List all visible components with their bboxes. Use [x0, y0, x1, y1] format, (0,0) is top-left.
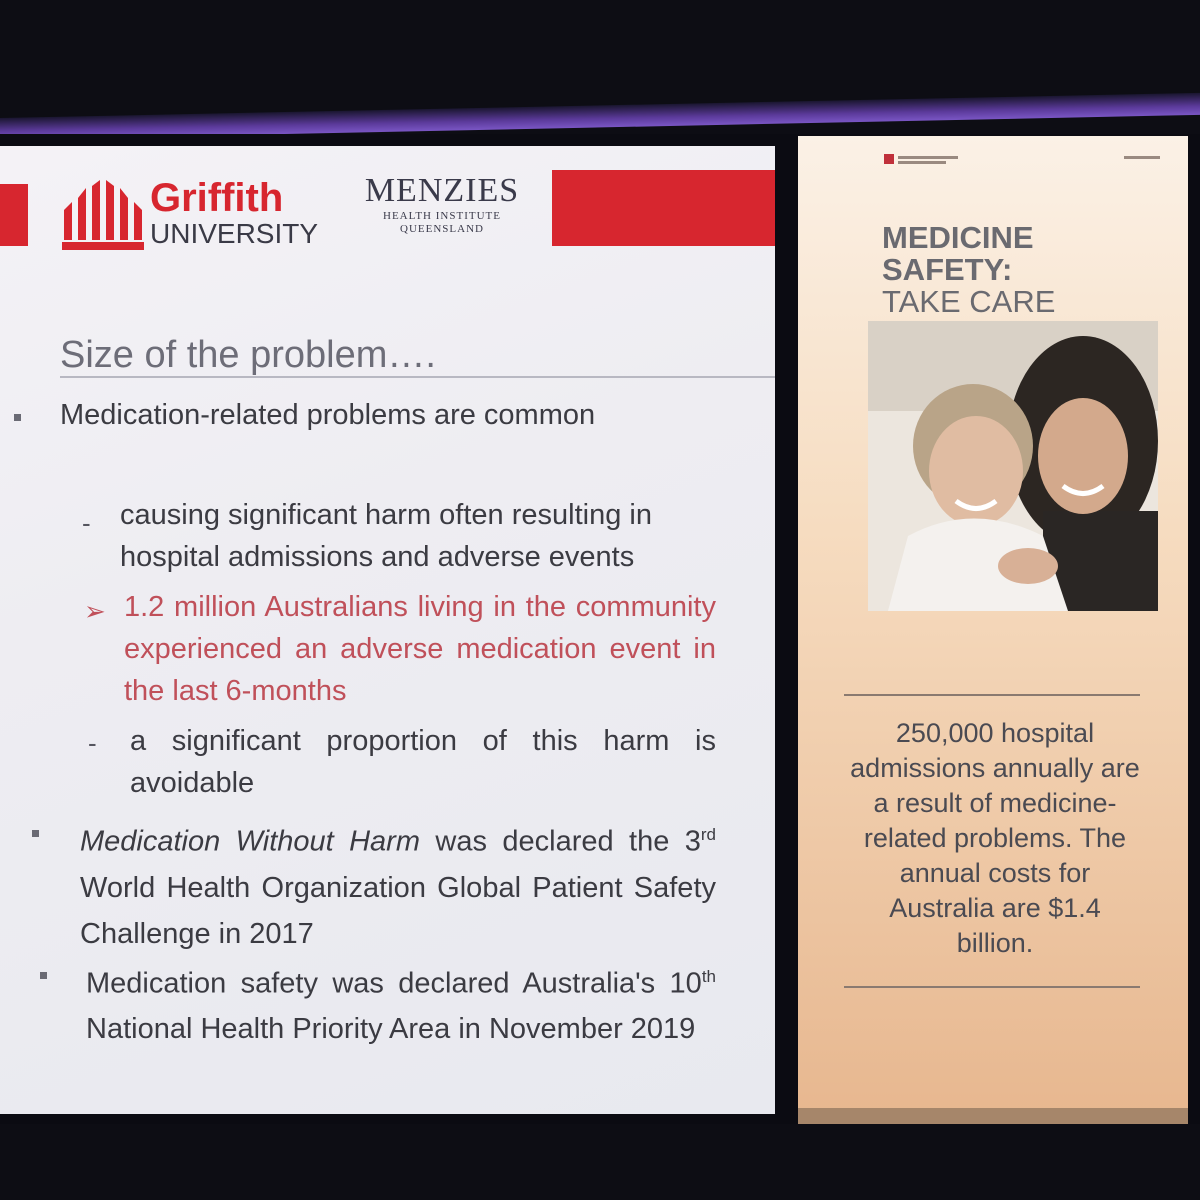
- banner-stand-base: [798, 1108, 1188, 1124]
- banner-divider-bottom: [844, 986, 1140, 988]
- university-wordmark: UNIVERSITY: [150, 218, 319, 249]
- bullet-marker: [32, 830, 39, 837]
- bullet-2-sup: rd: [700, 825, 716, 844]
- presentation-slide: [0, 146, 775, 1114]
- screen-bezel-glow: [0, 93, 1200, 140]
- bullet-3-part-a: Medication safety was declared Australia's 10: [86, 967, 702, 1000]
- banner-title-line-3: TAKE CARE: [882, 284, 1056, 319]
- griffith-university-logo: [58, 176, 328, 256]
- dash-marker: -: [88, 728, 97, 758]
- bullet-2-part-b: World Health Organization Global Patient Safety Challenge in 2017: [80, 871, 716, 950]
- menzies-subtitle-2: QUEENSLAND: [400, 223, 484, 235]
- banner-photo: [868, 321, 1158, 611]
- red-accent-bar-right: [552, 170, 775, 246]
- bullet-2-italic: Medication Without Harm: [80, 825, 420, 858]
- bullet-marker: [40, 972, 47, 979]
- bullet-2-text: [80, 812, 716, 957]
- griffith-wordmark: Griffith: [150, 176, 284, 220]
- griffith-emblem-icon: [58, 180, 148, 252]
- bullet-1-sub-2: 1.2 million Australians living in the community experienced an adverse medication event in the last 6-months: [124, 591, 716, 707]
- title-divider: [60, 376, 775, 378]
- banner-title: [882, 222, 1055, 318]
- banner-divider-top: [844, 694, 1140, 696]
- bullet-marker: [14, 414, 21, 421]
- bullet-2-part-a: was declared the 3: [420, 825, 701, 858]
- banner-header-logo: [884, 150, 1164, 170]
- menzies-logo: [362, 172, 522, 252]
- banner-title-line-2: SAFETY:: [882, 252, 1013, 287]
- bullet-3-text: [86, 954, 716, 1052]
- menzies-subtitle-1: HEALTH INSTITUTE: [383, 210, 501, 222]
- red-accent-bar-left: [0, 184, 28, 246]
- dash-marker: -: [82, 508, 91, 538]
- bullet-1-sub-3: a significant proportion of this harm is avoidable: [130, 725, 716, 799]
- bullet-3-part-b: National Health Priority Area in November 2019: [86, 1012, 696, 1045]
- menzies-wordmark: MENZIES: [364, 172, 520, 209]
- two-women-photo: [868, 321, 1158, 611]
- arrow-marker-icon: ➢: [84, 596, 106, 626]
- bullet-1-text: Medication-related problems are common: [60, 399, 596, 431]
- banner-title-line-1: MEDICINE: [882, 220, 1034, 255]
- medicine-safety-banner: [798, 136, 1188, 1121]
- slide-title: Size of the problem….: [60, 334, 436, 376]
- banner-statistic: 250,000 hospital admissions annually are a result of medicine-related problems. The annual costs for Australia are $1.4 billion.: [850, 718, 1140, 958]
- bullet-3-sup: th: [701, 967, 716, 986]
- bullet-1-sub-1: causing significant harm often resulting in hospital admissions and adverse events: [120, 499, 652, 573]
